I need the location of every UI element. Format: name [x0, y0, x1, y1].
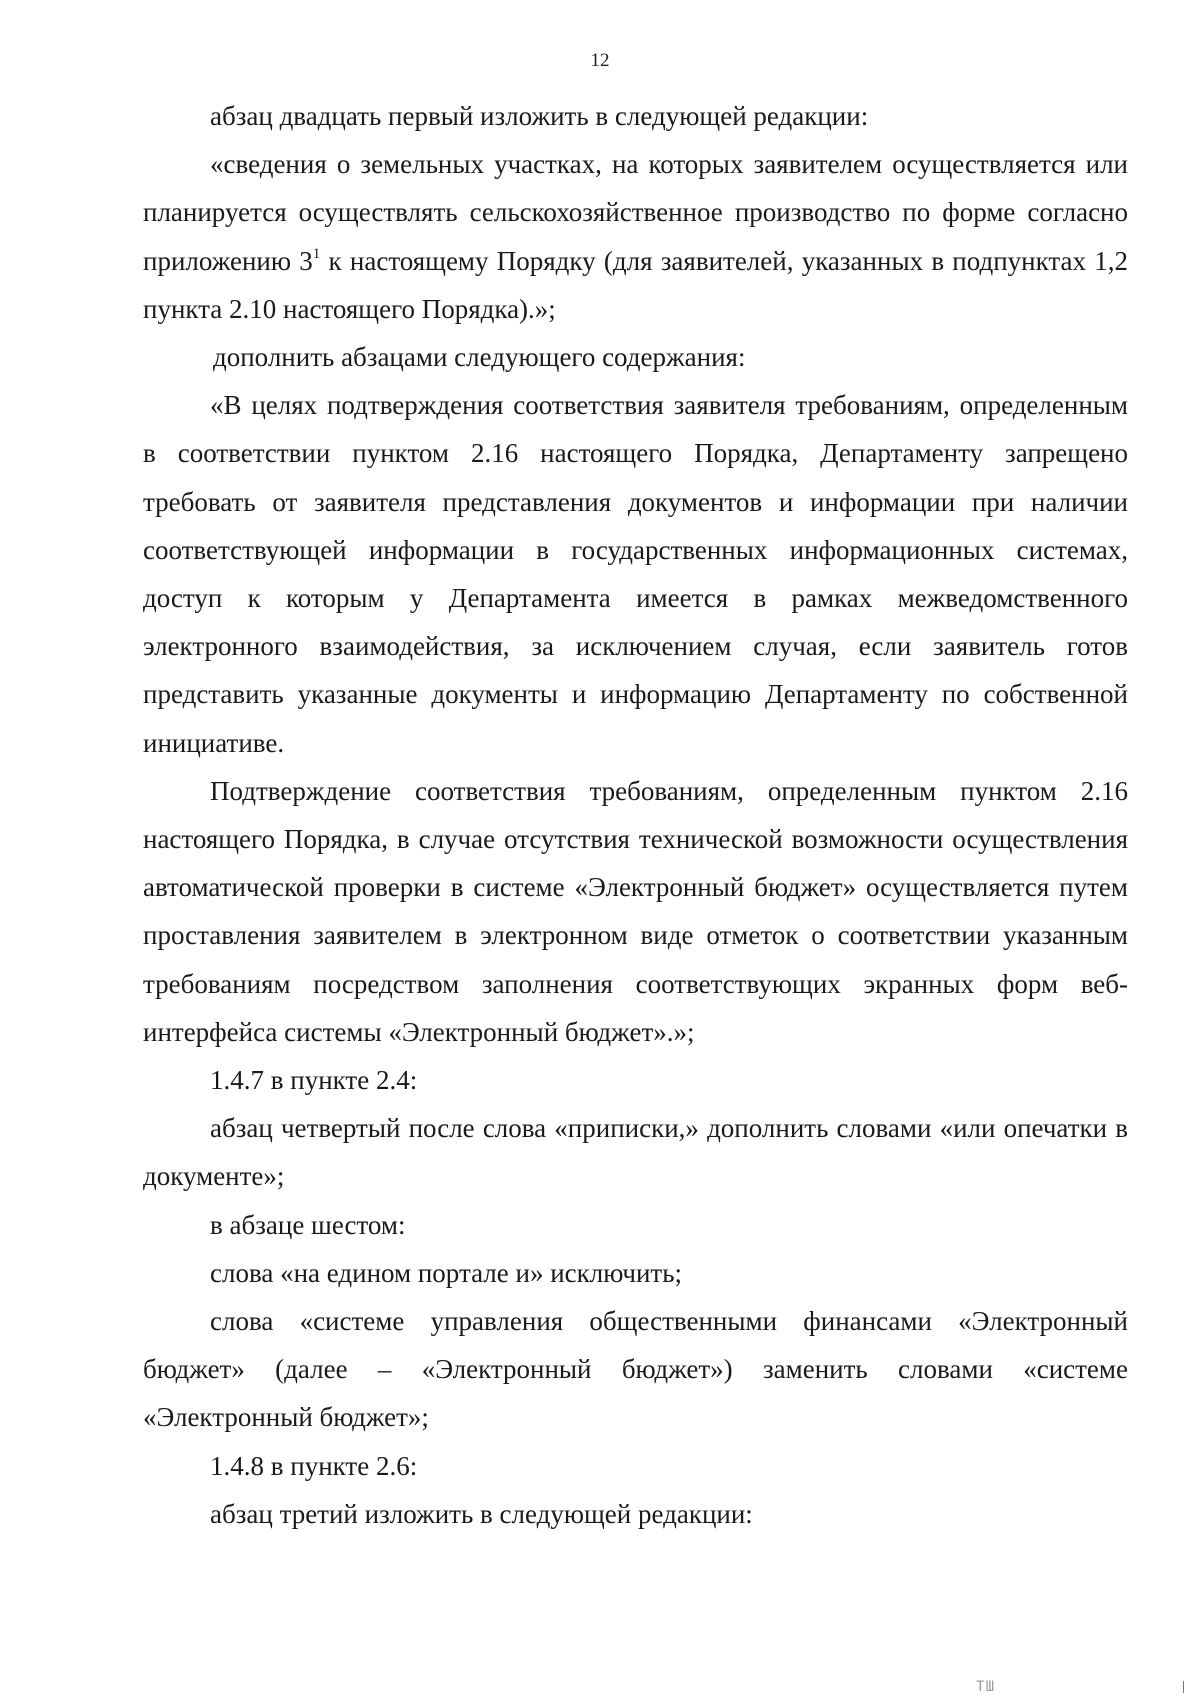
paragraph-7: абзац четвертый после слова «приписки,» дополнить словами «или опечатки в документе»;	[143, 1113, 1128, 1192]
document-body	[143, 92, 1128, 1538]
paragraph-9: слова «на едином портале и» исключить;	[210, 1257, 683, 1288]
paragraph-10: слова «системе управления общественными финансами «Электронный бюджет» (далее – «Электронный бюджет») заменить словами «системе «Электронный бюджет»;	[143, 1306, 1128, 1433]
paragraph-1: абзац двадцать первый изложить в следующей редакции:	[210, 101, 869, 131]
paragraph-4: «В целях подтверждения соответствия заявителя требованиям, определенным в соответствии пунктом 2.16 настоящего Порядка, Департаменту запрещено требовать от заявителя представления документов и информации при наличии соответствующей информации в государственных информационных системах, доступ к которым у Департамента имеется в рамках межведомственного электронного взаимодействия, за исключением случая, если заявитель готов представить указанные документы и информацию Департаменту по собственной инициативе.	[143, 390, 1128, 758]
page-number: 12	[590, 50, 610, 71]
paragraph-6: 1.4.7 в пункте 2.4:	[210, 1065, 418, 1096]
paragraph-2-text-cont: к настоящему Порядку (для заявителей, указанных в подпунктах 1,2 пункта 2.10 настоящего Порядка).»;	[143, 245, 1128, 324]
paragraph-2	[143, 140, 1128, 333]
footer-tick	[1183, 1681, 1184, 1693]
paragraph-8: в абзаце шестом:	[210, 1209, 406, 1240]
footer-scan-mark: ТШ	[976, 1679, 995, 1695]
paragraph-5: Подтверждение соответствия требованиям, определенным пунктом 2.16 настоящего Порядка, в случае отсутствия технической возможности осуществления автоматической проверки в системе «Электронный бюджет» осуществляется путем проставления заявителем в электронном виде отметок о соответствии указанным требованиям посредством заполнения соответствующих экранных форм веб-интерфейса системы «Электронный бюджет».»;	[143, 775, 1128, 1047]
paragraph-2-text: «сведения о земельных участках, на которых заявителем осуществляется или планируется осуществлять сельскохозяйственное производство по форме согласно приложению 3	[143, 149, 1128, 276]
paragraph-12: абзац третий изложить в следующей редакции:	[210, 1498, 753, 1529]
paragraph-11: 1.4.8 в пункте 2.6:	[210, 1450, 418, 1481]
superscript-1: 1	[312, 245, 321, 262]
paragraph-3: дополнить абзацами следующего содержания:	[213, 342, 746, 373]
